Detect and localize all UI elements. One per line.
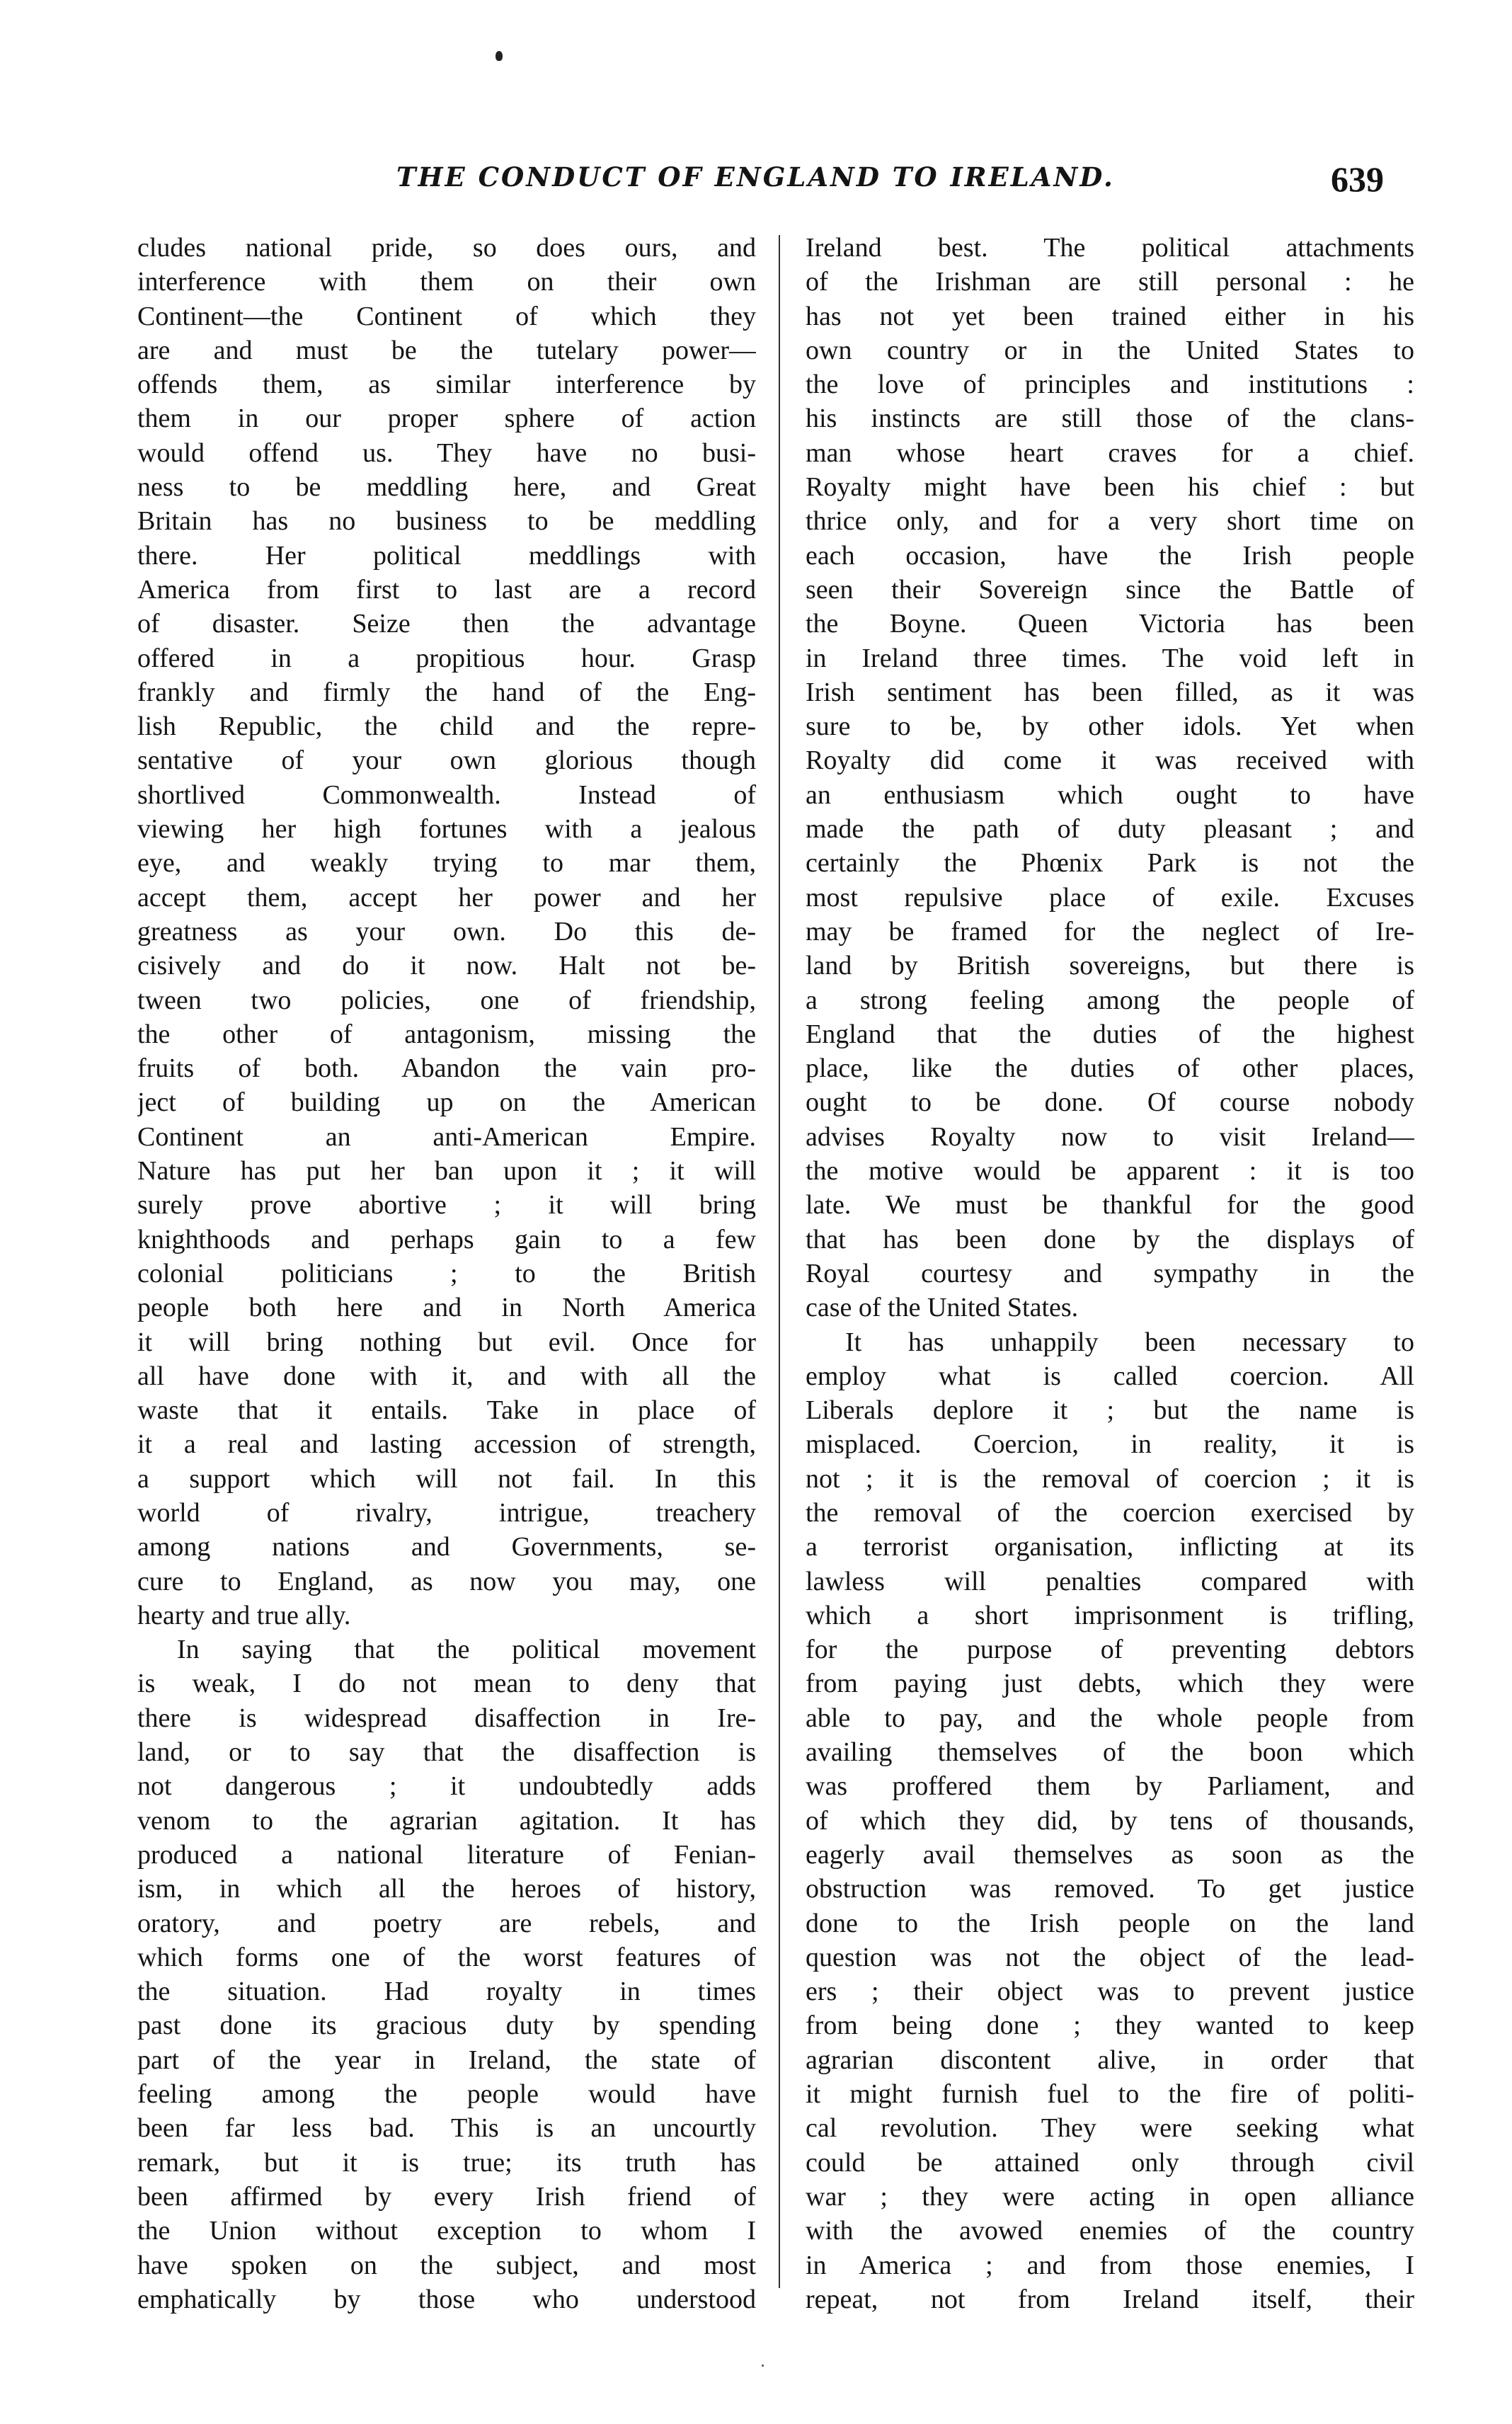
text-line: hearty and true ally. [137, 1600, 351, 1630]
text-line: which a short imprisonment is trifling, [806, 1600, 1414, 1630]
text-line: of disaster. Seize then the advantage [137, 609, 756, 639]
speck [762, 2365, 764, 2367]
text-line: Liberals deplore it ; but the name is [806, 1395, 1414, 1426]
text-line: repeat, not from Ireland itself, their [806, 2284, 1414, 2314]
text-line: cal revolution. They were seeking what [806, 2113, 1414, 2144]
text-line: there is widespread disaffection in Ire- [137, 1703, 756, 1733]
text-line: sentative of your own glorious though [137, 745, 756, 776]
text-line: shortlived Commonwealth. Instead of [137, 779, 756, 810]
text-line: cisively and do it now. Halt not be- [137, 951, 756, 981]
text-line: surely prove abortive ; it will bring [137, 1190, 756, 1220]
text-line: agrarian discontent alive, in order that [806, 2045, 1414, 2075]
text-line: all have done with it, and with all the [137, 1361, 756, 1391]
text-line: obstruction was removed. To get justice [806, 1874, 1414, 1904]
text-line: part of the year in Ireland, the state of [137, 2045, 756, 2075]
column-divider [779, 235, 780, 2288]
text-line: viewing her high fortunes with a jealous [137, 814, 756, 845]
text-line: America from first to last are a record [137, 574, 756, 605]
text-line: land by British sovereigns, but there is [806, 951, 1414, 981]
text-line: for the purpose of preventing debtors [806, 1635, 1414, 1665]
text-line: may be framed for the neglect of Ire- [806, 916, 1414, 947]
text-line: remark, but it is true; its truth has [137, 2147, 756, 2178]
text-line: offered in a propitious hour. Grasp [137, 643, 756, 673]
text-line: it a real and lasting accession of strength, [137, 1429, 756, 1460]
text-line: it will bring nothing but evil. Once for [137, 1327, 756, 1357]
text-line: has not yet been trained either in his [806, 301, 1414, 331]
text-line: Ireland best. The political attachments [806, 233, 1414, 263]
text-line: the removal of the coercion exercised by [806, 1497, 1414, 1528]
text-line: cure to England, as now you may, one [137, 1566, 756, 1596]
text-line: the Boyne. Queen Victoria has been [806, 609, 1414, 639]
page-number: 639 [1331, 159, 1384, 199]
text-line: venom to the agrarian agitation. It has [137, 1805, 756, 1836]
text-line: in America ; and from those enemies, I [806, 2250, 1414, 2280]
text-line: the love of principles and institutions : [806, 370, 1414, 400]
text-line: Irish sentiment has been filled, as it was [806, 677, 1414, 707]
text-line: war ; they were acting in open alliance [806, 2181, 1414, 2212]
text-line: thrice only, and for a very short time on [806, 506, 1414, 537]
text-line: the other of antagonism, missing the [137, 1019, 756, 1049]
text-line: colonial politicians ; to the British [137, 1258, 756, 1288]
text-line: are and must be the tutelary power— [137, 335, 756, 365]
text-line: late. We must be thankful for the good [806, 1190, 1414, 1220]
text-line: frankly and firmly the hand of the Eng- [137, 677, 756, 707]
text-line: his instincts are still those of the clans- [806, 404, 1414, 434]
text-line: the situation. Had royalty in times [137, 1977, 756, 2007]
text-line: eagerly avail themselves as soon as the [806, 1839, 1414, 1870]
text-line: misplaced. Coercion, in reality, it is [806, 1429, 1414, 1460]
text-line: of which they did, by tens of thousands, [806, 1805, 1414, 1836]
text-line: It has unhappily been necessary to [845, 1327, 1414, 1357]
text-line: in Ireland three times. The void left in [806, 643, 1414, 673]
text-line: oratory, and poetry are rebels, and [137, 1908, 756, 1938]
text-line: been affirmed by every Irish friend of [137, 2181, 756, 2212]
text-line: Royal courtesy and sympathy in the [806, 1258, 1414, 1288]
text-line: ought to be done. Of course nobody [806, 1087, 1414, 1118]
text-line: done to the Irish people on the land [806, 1908, 1414, 1938]
text-line: been far less bad. This is an uncourtly [137, 2113, 756, 2144]
text-line: ject of building up on the American [137, 1087, 756, 1118]
text-line: offends them, as similar interference by [137, 370, 756, 400]
text-line: people both here and in North America [137, 1293, 756, 1323]
text-line: availing themselves of the boon which [806, 1737, 1414, 1768]
running-title: THE CONDUCT OF ENGLAND TO IRELAND. [396, 161, 1115, 193]
text-line: lawless will penalties compared with [806, 1566, 1414, 1596]
text-line: greatness as your own. Do this de- [137, 916, 756, 947]
text-line: produced a national literature of Fenian- [137, 1839, 756, 1870]
text-line: able to pay, and the whole people from [806, 1703, 1414, 1733]
text-line: made the path of duty pleasant ; and [806, 814, 1414, 845]
text-line: each occasion, have the Irish people [806, 540, 1414, 571]
text-line: Nature has put her ban upon it ; it will [137, 1156, 756, 1187]
text-line: ers ; their object was to prevent justice [806, 1977, 1414, 2007]
text-line: interference with them on their own [137, 267, 756, 297]
text-line: emphatically by those who understood [137, 2284, 756, 2314]
text-line: ness to be meddling here, and Great [137, 472, 756, 503]
text-line: a strong feeling among the people of [806, 985, 1414, 1015]
text-line: would offend us. They have no busi- [137, 438, 756, 468]
text-line: was proffered them by Parliament, and [806, 1771, 1414, 1802]
text-line: question was not the object of the lead- [806, 1942, 1414, 1972]
text-line: Royalty did come it was received with [806, 745, 1414, 776]
text-line: In saying that the political movement [177, 1635, 756, 1665]
text-line: fruits of both. Abandon the vain pro- [137, 1053, 756, 1084]
text-line: Continent—the Continent of which they [137, 301, 756, 331]
text-line: with the avowed enemies of the country [806, 2216, 1414, 2246]
text-line: a terrorist organisation, inflicting at its [806, 1532, 1414, 1562]
text-line: land, or to say that the disaffection is [137, 1737, 756, 1768]
text-line: accept them, accept her power and her [137, 882, 756, 913]
text-line: Continent an anti-American Empire. [137, 1121, 756, 1152]
text-line: not dangerous ; it undoubtedly adds [137, 1771, 756, 1802]
text-line: case of the United States. [806, 1293, 1079, 1323]
left-column [137, 231, 756, 2316]
text-line: from paying just debts, which they were [806, 1669, 1414, 1699]
text-line: which forms one of the worst features of [137, 1942, 756, 1972]
text-line: that has been done by the displays of [806, 1224, 1414, 1254]
text-line: is weak, I do not mean to deny that [137, 1669, 756, 1699]
text-line: an enthusiasm which ought to have [806, 779, 1414, 810]
text-line: man whose heart craves for a chief. [806, 438, 1414, 468]
text-line: a support which will not fail. In this [137, 1463, 756, 1494]
text-line: own country or in the United States to [806, 335, 1414, 365]
text-line: seen their Sovereign since the Battle of [806, 574, 1414, 605]
text-line: ism, in which all the heroes of history, [137, 1874, 756, 1904]
text-line: lish Republic, the child and the repre- [137, 711, 756, 742]
text-line: place, like the duties of other places, [806, 1053, 1414, 1084]
text-line: waste that it entails. Take in place of [137, 1395, 756, 1426]
text-line: the motive would be apparent : it is too [806, 1156, 1414, 1187]
text-line: the Union without exception to whom I [137, 2216, 756, 2246]
right-column [806, 231, 1414, 2316]
text-line: certainly the Phœnix Park is not the [806, 848, 1414, 879]
text-line: Britain has no business to be meddling [137, 506, 756, 537]
text-line: knighthoods and perhaps gain to a few [137, 1224, 756, 1254]
text-line: from being done ; they wanted to keep [806, 2011, 1414, 2041]
text-line: sure to be, by other idols. Yet when [806, 711, 1414, 742]
text-line: not ; it is the removal of coercion ; it is [806, 1463, 1414, 1494]
text-line: could be attained only through civil [806, 2147, 1414, 2178]
text-line: eye, and weakly trying to mar them, [137, 848, 756, 879]
text-line: Royalty might have been his chief : but [806, 472, 1414, 503]
text-line: it might furnish fuel to the fire of politi- [806, 2079, 1414, 2110]
text-line: employ what is called coercion. All [806, 1361, 1414, 1391]
text-line: most repulsive place of exile. Excuses [806, 882, 1414, 913]
text-line: advises Royalty now to visit Ireland— [806, 1121, 1414, 1152]
text-line: there. Her political meddlings with [137, 540, 756, 571]
ink-mark [496, 51, 503, 61]
text-line: them in our proper sphere of action [137, 404, 756, 434]
text-line: cludes national pride, so does ours, and [137, 233, 756, 263]
text-line: among nations and Governments, se- [137, 1532, 756, 1562]
text-line: feeling among the people would have [137, 2079, 756, 2110]
text-line: tween two policies, one of friendship, [137, 985, 756, 1015]
text-line: of the Irishman are still personal : he [806, 267, 1414, 297]
text-line: past done its gracious duty by spending [137, 2011, 756, 2041]
text-line: have spoken on the subject, and most [137, 2250, 756, 2280]
text-line: England that the duties of the highest [806, 1019, 1414, 1049]
text-line: world of rivalry, intrigue, treachery [137, 1497, 756, 1528]
